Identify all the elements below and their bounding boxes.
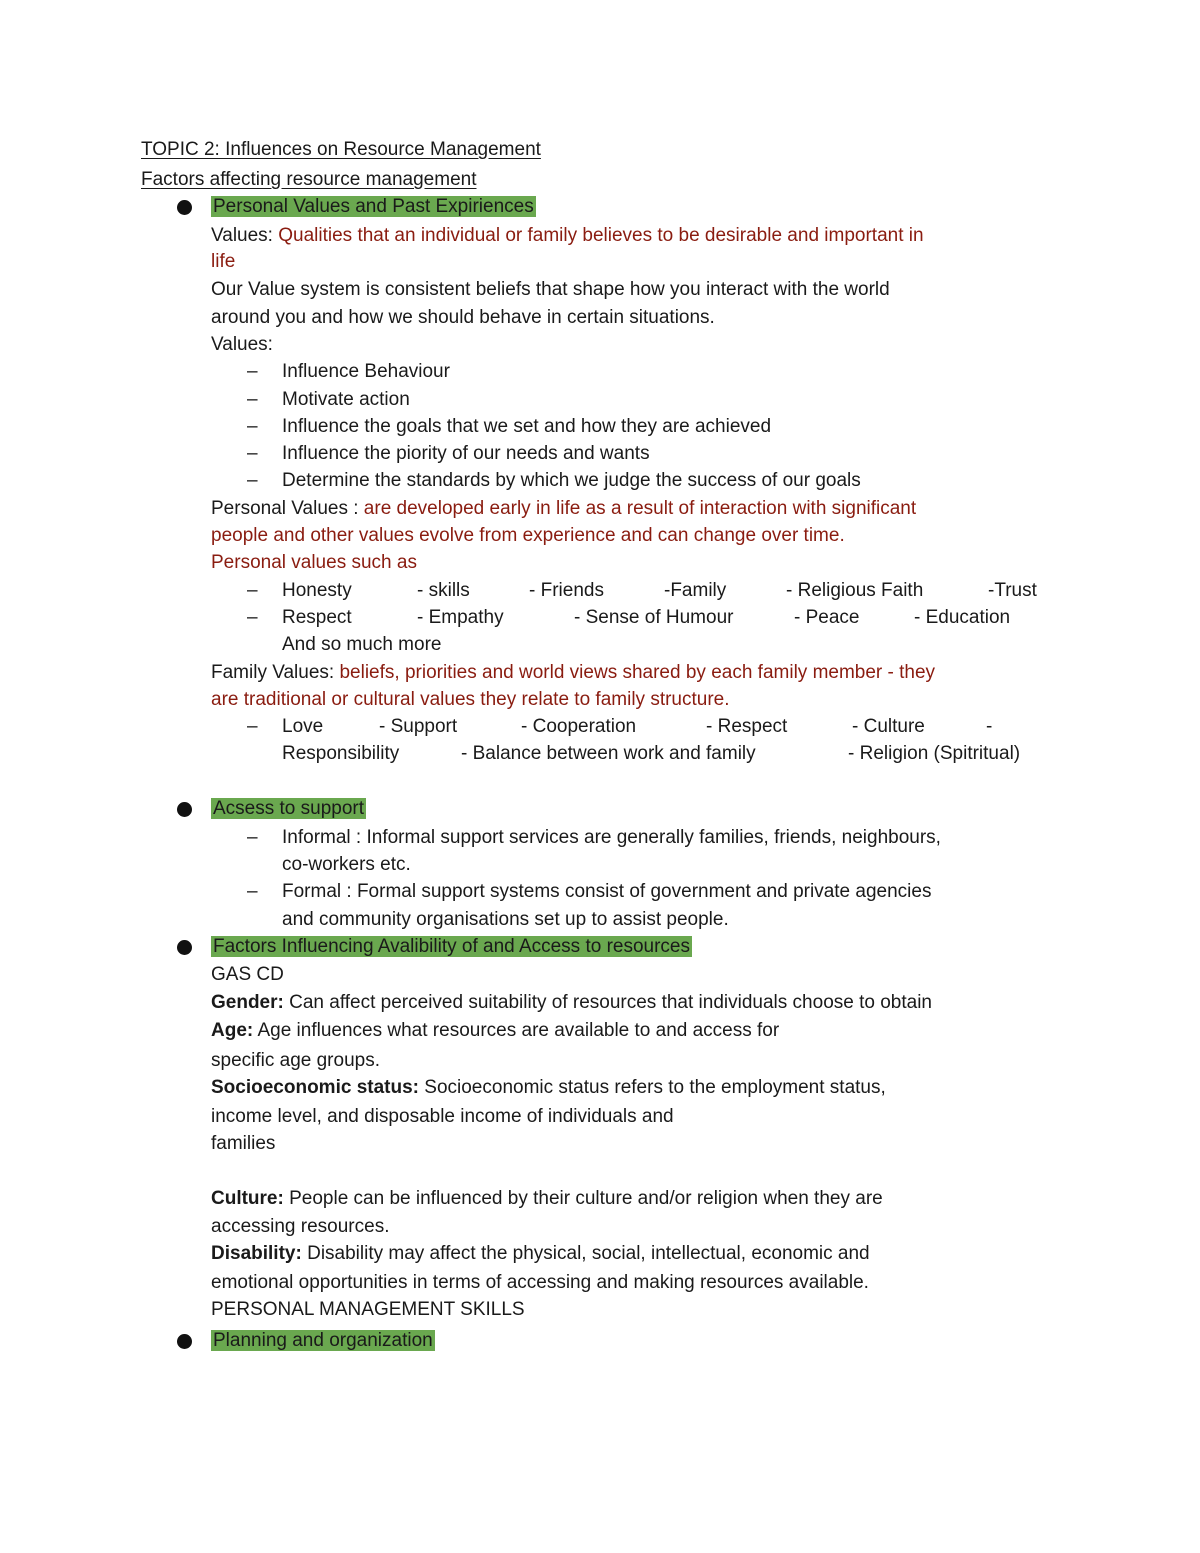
value-word: Respect bbox=[282, 607, 352, 628]
section-heading-factors bbox=[211, 934, 692, 960]
dash-icon: – bbox=[247, 389, 258, 410]
family-values-label: Family Values: bbox=[211, 662, 340, 683]
page-title: TOPIC 2: Influences on Resource Management bbox=[141, 139, 541, 160]
value-word: Honesty bbox=[282, 580, 352, 601]
formal-support-line1: Formal : Formal support systems consist of government and private agencies bbox=[282, 881, 932, 902]
bullet-icon bbox=[177, 1334, 192, 1349]
highlighted-heading: Planning and organization bbox=[213, 1330, 433, 1351]
list-item: Motivate action bbox=[282, 389, 410, 410]
dash-icon: – bbox=[247, 361, 258, 382]
section-heading-planning bbox=[211, 1328, 435, 1354]
gender-line bbox=[211, 990, 932, 1016]
family-value-word: - Support bbox=[379, 716, 458, 737]
gascd-label: GAS CD bbox=[211, 964, 284, 985]
age-text: Age influences what resources are available to and access for bbox=[253, 1020, 780, 1041]
ses-line3: families bbox=[211, 1133, 276, 1154]
family-value-word: - Balance between work and family bbox=[461, 743, 756, 764]
value-word: - Religious Faith bbox=[786, 580, 924, 601]
ses-line bbox=[211, 1075, 886, 1101]
culture-label: Culture: bbox=[211, 1188, 284, 1209]
page-subtitle: Factors affecting resource management bbox=[141, 169, 477, 190]
bullet-icon bbox=[177, 940, 192, 955]
dash-icon: – bbox=[247, 470, 258, 491]
highlighted-heading: Acsess to support bbox=[213, 798, 365, 819]
age-label: Age: bbox=[211, 1020, 254, 1041]
personal-values-def-text: are developed early in life as a result of interaction with significant bbox=[363, 498, 917, 519]
bullet-icon bbox=[177, 200, 192, 215]
family-values-definition bbox=[211, 660, 935, 686]
values-def-text: Qualities that an individual or family believes to be desirable and important in bbox=[278, 225, 924, 246]
value-word: - Education bbox=[914, 607, 1011, 628]
list-item: Influence Behaviour bbox=[282, 361, 450, 382]
values-def-line2: life bbox=[211, 251, 236, 272]
culture-line bbox=[211, 1186, 883, 1212]
ses-line2: income level, and disposable income of individuals and bbox=[211, 1106, 674, 1127]
dash-icon: – bbox=[247, 580, 258, 601]
value-word: -Family bbox=[664, 580, 727, 601]
section-heading-values bbox=[211, 194, 536, 220]
age-line bbox=[211, 1018, 779, 1044]
family-value-word: Responsibility bbox=[282, 743, 400, 764]
list-item: Influence the goals that we set and how they are achieved bbox=[282, 416, 772, 437]
value-word: - Sense of Humour bbox=[574, 607, 734, 628]
ses-label: Socioeconomic status: bbox=[211, 1077, 419, 1098]
culture-text: People can be influenced by their culture and/or religion when they are bbox=[283, 1188, 883, 1209]
dash-icon: – bbox=[247, 443, 258, 464]
dash-icon: – bbox=[247, 716, 258, 737]
age-line2: specific age groups. bbox=[211, 1050, 380, 1071]
family-values-def-text: beliefs, priorities and world views shared by each family member - they bbox=[339, 662, 936, 683]
disability-label: Disability: bbox=[211, 1243, 302, 1264]
value-word: - Friends bbox=[529, 580, 604, 601]
family-value-word: - Cooperation bbox=[521, 716, 637, 737]
value-word: -Trust bbox=[988, 580, 1037, 601]
personal-values-def-line2: people and other values evolve from experience and can change over time. bbox=[211, 525, 845, 546]
culture-line2: accessing resources. bbox=[211, 1216, 390, 1237]
values-label: Values: bbox=[211, 225, 279, 246]
family-value-word: - Respect bbox=[706, 716, 788, 737]
highlighted-heading: Personal Values and Past Expiriences bbox=[213, 196, 534, 217]
family-value-word: - bbox=[986, 716, 993, 737]
disability-text: Disability may affect the physical, social, intellectual, economic and bbox=[301, 1243, 870, 1264]
value-word: - Empathy bbox=[417, 607, 504, 628]
informal-support-line2: co-workers etc. bbox=[282, 854, 411, 875]
personal-values-label: Personal Values : bbox=[211, 498, 364, 519]
values-list-label: Values: bbox=[211, 334, 273, 355]
dash-icon: – bbox=[247, 827, 258, 848]
family-value-word: - Religion (Spitritual) bbox=[848, 743, 1021, 764]
disability-line2: emotional opportunities in terms of accessing and making resources available. bbox=[211, 1272, 869, 1293]
bullet-icon bbox=[177, 802, 192, 817]
family-value-word: Love bbox=[282, 716, 324, 737]
family-values-def-line2: are traditional or cultural values they relate to family structure. bbox=[211, 689, 730, 710]
gender-label: Gender: bbox=[211, 992, 284, 1013]
list-item: Determine the standards by which we judge the success of our goals bbox=[282, 470, 861, 491]
value-word: - skills bbox=[417, 580, 470, 601]
value-word: - Peace bbox=[794, 607, 860, 628]
dash-icon: – bbox=[247, 881, 258, 902]
value-system-line1: Our Value system is consistent beliefs that shape how you interact with the world bbox=[211, 279, 890, 300]
disability-line bbox=[211, 1241, 870, 1267]
value-system-line2: around you and how we should behave in certain situations. bbox=[211, 307, 715, 328]
dash-icon: – bbox=[247, 607, 258, 628]
gender-text: Can affect perceived suitability of resources that individuals choose to obtain bbox=[283, 992, 932, 1013]
list-item: Influence the piority of our needs and wants bbox=[282, 443, 650, 464]
ses-text: Socioeconomic status refers to the employment status, bbox=[419, 1077, 886, 1098]
values-definition bbox=[211, 223, 924, 249]
highlighted-heading: Factors Influencing Avalibility of and Access to resources bbox=[213, 936, 691, 957]
and-so-much-more: And so much more bbox=[282, 634, 442, 655]
informal-support-line1: Informal : Informal support services are generally families, friends, neighbours, bbox=[282, 827, 941, 848]
section-heading-support bbox=[211, 796, 366, 822]
dash-icon: – bbox=[247, 416, 258, 437]
formal-support-line2: and community organisations set up to assist people. bbox=[282, 909, 729, 930]
family-value-word: - Culture bbox=[852, 716, 925, 737]
personal-values-such-as: Personal values such as bbox=[211, 552, 417, 573]
personal-values-definition bbox=[211, 496, 916, 522]
personal-management-skills: PERSONAL MANAGEMENT SKILLS bbox=[211, 1299, 525, 1320]
